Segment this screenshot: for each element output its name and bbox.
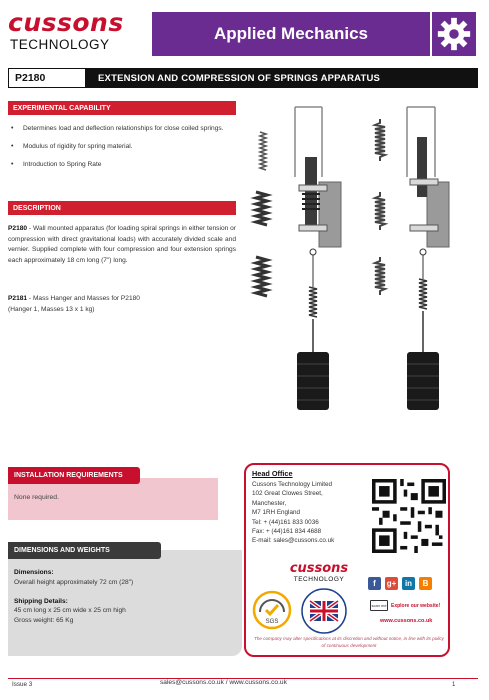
brand-name: cussons [8,8,124,37]
email-link[interactable]: E-mail: sales@cussons.co.uk [252,537,335,545]
banner-title: Applied Mechanics [214,24,368,43]
accessory-text: P2181 - Mass Hanger and Masses for P2180 (Hanger 1, Masses 13 x 1 kg) [8,295,140,313]
gear-icon [432,12,476,56]
issue-number: Issue 3 [12,681,33,688]
apparatus-photo [247,97,477,420]
footer-logo: cussons TECHNOLOGY [289,561,349,583]
list-item: • Determines load and deflection relationships for close coiled springs. [11,125,224,132]
qr-code[interactable] [372,479,446,553]
description-text: P2180 - Wall mounted apparatus (for loading spiral springs in either tension or compression with direct gravitational loads) with accurately divided scale and vernier. Supplied complete with four compression and four extension springs each approximately 18 cm long (7") long. [8,225,236,265]
installation-heading: INSTALLATION REQUIREMENTS [8,467,140,484]
svg-text:SGS: SGS [265,619,279,625]
linkedin-icon[interactable]: in [402,577,415,590]
scan-icon: scan me [370,600,388,611]
office-title: Head Office [252,469,293,478]
office-address: Cussons Technology Limited 102 Great Clowes Street, Manchester, M7 1RH England Tel: + (44)161 833 0036 Fax: + (44)161 834 4688 E-mail: sales@cussons.co.uk [252,481,335,545]
explore-website[interactable]: scan me Explore our website! [370,600,440,611]
footer-contact[interactable]: sales@cussons.co.uk / www.cussons.co.uk [160,679,287,686]
page-number: 1 [452,682,456,688]
description-heading: DESCRIPTION [8,201,236,215]
brand-subtitle: TECHNOLOGY [10,37,110,52]
head-office-card [244,463,450,657]
capability-list [10,124,235,178]
sgs-certification-icon [252,590,292,630]
social-links [368,577,432,590]
product-code: P2180 [8,68,86,88]
google-plus-icon[interactable]: g+ [386,579,397,588]
list-item: • Introduction to Spring Rate [11,161,102,168]
installation-text: None required. [14,494,59,501]
website-link[interactable]: www.cussons.co.uk [380,618,433,624]
list-item: • Modulus of rigidity for spring material. [11,143,133,150]
category-banner [152,12,430,56]
made-in-britain-icon [300,587,348,635]
facebook-icon[interactable]: f [368,577,381,590]
blogger-icon[interactable]: B [419,577,432,590]
product-bar [8,68,478,88]
dimensions-text: Dimensions: Overall height approximately 72 cm (28") Shipping Details: 45 cm long x 25 cm wide x 25 cm high Gross weight: 65 Kg [14,569,134,624]
capability-heading: EXPERIMENTAL CAPABILITY [8,101,236,115]
cussons-logo [8,10,148,52]
dimensions-heading: DIMENSIONS AND WEIGHTS [8,542,161,559]
product-title: EXTENSION AND COMPRESSION OF SPRINGS APPARATUS [98,72,381,84]
disclaimer-text: The company may alter specifications at its discretion and without notice, in line with its policy of continuous development [254,636,444,648]
